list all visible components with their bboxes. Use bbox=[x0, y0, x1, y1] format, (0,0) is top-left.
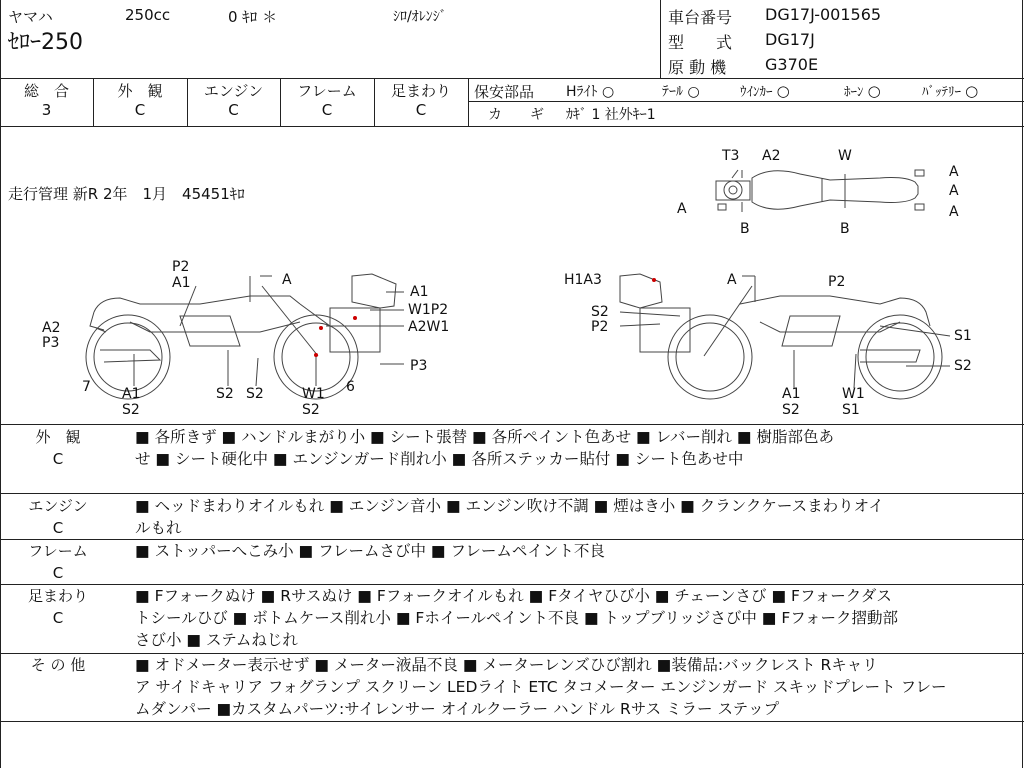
safety-item-horn: ﾎｰﾝ ○ bbox=[844, 82, 881, 100]
frame-no: DG17J-001565 bbox=[765, 5, 882, 24]
top-view-labels bbox=[677, 148, 959, 237]
diagram-top-label: A bbox=[949, 204, 959, 220]
mileage-management: 走行管理 新R 2年 1月 45451ｷﾛ bbox=[8, 185, 245, 203]
diagram-left-label: W1P2 bbox=[408, 302, 449, 318]
overall-label: 総 合 bbox=[23, 82, 69, 100]
score-sep-5 bbox=[468, 78, 469, 126]
diagram-right-label: S2 bbox=[954, 358, 972, 374]
detail-label: エンジン bbox=[28, 497, 88, 515]
diagram-left-label: A1 bbox=[410, 284, 429, 300]
safety-item-battery: ﾊﾞｯﾃﾘｰ ○ bbox=[922, 82, 979, 100]
diagram-right-label: P2 bbox=[591, 319, 609, 335]
diagram-top-label: W bbox=[838, 148, 852, 164]
detail-label: 外 観 bbox=[35, 428, 81, 446]
damage-diagram bbox=[0, 126, 1024, 424]
safety-item-headlight: Hﾗｲﾄ ○ bbox=[566, 84, 615, 100]
detail-row-frame bbox=[10, 540, 106, 584]
key-value: ｶｷﾞ 1 社外ｷｰ1 bbox=[566, 107, 656, 123]
detail-grade: C bbox=[52, 564, 64, 582]
detail-grade: C bbox=[52, 609, 64, 627]
winker-ok-icon: ○ bbox=[776, 82, 790, 100]
detail-row-engine bbox=[10, 495, 106, 539]
diagram-right-label: P2 bbox=[828, 274, 846, 290]
diagram-top-label: T3 bbox=[722, 148, 740, 164]
detail-text-frame: ■ ストッパーへこみ小 ■ フレームさび中 ■ フレームペイント不良 bbox=[135, 542, 605, 560]
diagram-top-label: A bbox=[677, 201, 687, 217]
mileage-short: 0 ｷﾛ ＊ bbox=[228, 8, 278, 26]
diagram-right-label: S1 bbox=[842, 402, 860, 418]
details-sep-1 bbox=[0, 493, 1024, 494]
diagram-right-label: A bbox=[727, 272, 737, 288]
exterior-label: 外 観 bbox=[117, 82, 163, 100]
suspension-score: C bbox=[415, 101, 427, 119]
diagram-left-label: A1 bbox=[172, 275, 191, 291]
detail-text-other: ■ オドメーター表示せず ■ メーター液晶不良 ■ メーターレンズひび割れ ■装備品:バックレスト Rキャリ ア サイドキャリア フォグランプ スクリーン LEDライト ETC タコメーター エンジンガード スキッドプレート フレー ムダンパー ■カスタムパーツ:サイレンサー オイルクーラー ハンドル Rサス ミラー ステップ bbox=[135, 656, 947, 718]
diagram-top-label: A bbox=[949, 164, 959, 180]
detail-label: フレーム bbox=[28, 542, 88, 560]
detail-row-other bbox=[10, 654, 106, 676]
horn-ok-icon: ○ bbox=[867, 82, 881, 100]
safety-item-winker: ｳｲﾝｶｰ ○ bbox=[740, 82, 790, 100]
safety-item-tail: ﾃｰﾙ ○ bbox=[662, 84, 700, 100]
suspension-label: 足まわり bbox=[390, 82, 451, 100]
safety-mid-border bbox=[468, 101, 1024, 102]
right-side-bike bbox=[620, 274, 942, 399]
frame-score: C bbox=[321, 101, 333, 119]
left-side-labels bbox=[42, 259, 449, 418]
diagram-right-label: A1 bbox=[782, 386, 801, 402]
diagram-right-label: W1 bbox=[842, 386, 865, 402]
diagram-left-label: A2W1 bbox=[408, 319, 450, 335]
top-view-bike bbox=[716, 170, 924, 212]
overall-score: 3 bbox=[41, 101, 52, 119]
headlight-ok-icon: ○ bbox=[601, 84, 615, 100]
diagram-left-label: A1 bbox=[122, 386, 141, 402]
diagram-right-label: S2 bbox=[591, 304, 609, 320]
detail-label: 足まわり bbox=[27, 587, 88, 605]
detail-text-engine: ■ ヘッドまわりオイルもれ ■ エンジン音小 ■ エンジン吹け不調 ■ 煙はき小 ■ クランクケースまわりオイ ルもれ bbox=[135, 497, 884, 537]
safety-label: 保安部品 bbox=[474, 83, 535, 101]
diagram-left-label: 6 bbox=[346, 379, 355, 395]
details-top-border bbox=[0, 424, 1024, 425]
diagram-left-label: W1 bbox=[302, 386, 325, 402]
exterior-score: C bbox=[134, 101, 146, 119]
diagram-left-label: S2 bbox=[246, 386, 264, 402]
color-name: ｼﾛ/ｵﾚﾝｼﾞ bbox=[393, 9, 447, 25]
diagram-right-label: S2 bbox=[782, 402, 800, 418]
maker-name: ヤマハ bbox=[8, 8, 53, 26]
diagram-left-label: S2 bbox=[302, 402, 320, 418]
detail-text-suspension: ■ Fフォークぬけ ■ Rサスぬけ ■ Fフォークオイルもれ ■ Fタイヤひび小 ■ チェーンさび ■ Fフォークダス トシールひび ■ ボトムケース削れ小 ■ Fホイールペイント不良 ■ トップブリッジさび中 ■ Fフォーク摺動部 さび小 ■ ステムねじれ bbox=[135, 587, 898, 649]
detail-row-exterior bbox=[10, 426, 106, 470]
detail-label: そ の 他 bbox=[30, 656, 86, 674]
tail-ok-icon: ○ bbox=[687, 84, 700, 100]
diagram-left-label: A bbox=[282, 272, 292, 288]
diagram-left-label: S2 bbox=[122, 402, 140, 418]
diagram-left-label: S2 bbox=[216, 386, 234, 402]
diagram-left-label: P2 bbox=[172, 259, 190, 275]
diagram-left-label: 7 bbox=[82, 379, 91, 395]
engine-label: エンジン bbox=[203, 82, 264, 100]
score-top-border bbox=[0, 78, 1024, 79]
detail-text-exterior: ■ 各所きず ■ ハンドルまがり小 ■ シート張替 ■ 各所ペイント色あせ ■ レバー削れ ■ 樹脂部色あ せ ■ シート硬化中 ■ エンジンガード削れ小 ■ 各所ステッカー貼付 ■ シート色あせ中 bbox=[135, 428, 834, 468]
diagram-right-label: H1A3 bbox=[564, 272, 602, 288]
detail-row-suspension bbox=[10, 585, 106, 629]
diagram-top-label: A bbox=[949, 183, 959, 199]
displacement: 250cc bbox=[125, 6, 171, 24]
diagram-top-label: B bbox=[740, 221, 750, 237]
battery-ok-icon: ○ bbox=[965, 82, 979, 100]
model-name: ｾﾛｰ250 bbox=[8, 30, 83, 55]
type-value: DG17J bbox=[765, 30, 815, 49]
diagram-left-label: P3 bbox=[410, 358, 428, 374]
details-bottom-border bbox=[0, 721, 1024, 722]
diagram-right-label: S1 bbox=[954, 328, 972, 344]
frame-label: フレーム bbox=[297, 82, 357, 100]
key-label: カ ギ bbox=[488, 107, 544, 123]
right-side-labels bbox=[564, 272, 972, 418]
diagram-top-label: A2 bbox=[762, 148, 781, 164]
detail-grade: C bbox=[52, 519, 64, 537]
detail-grade: C bbox=[52, 450, 64, 468]
header-divider bbox=[660, 0, 661, 78]
engine-score: C bbox=[228, 101, 239, 119]
engine-model: G370E bbox=[765, 55, 819, 74]
frame-no-label: 車台番号 bbox=[668, 8, 733, 27]
diagram-top-label: B bbox=[840, 221, 850, 237]
diagram-left-label: P3 bbox=[42, 335, 60, 351]
type-label: 型 式 bbox=[668, 33, 733, 52]
diagram-left-label: A2 bbox=[42, 320, 61, 336]
engine-model-label: 原 動 機 bbox=[668, 58, 727, 77]
